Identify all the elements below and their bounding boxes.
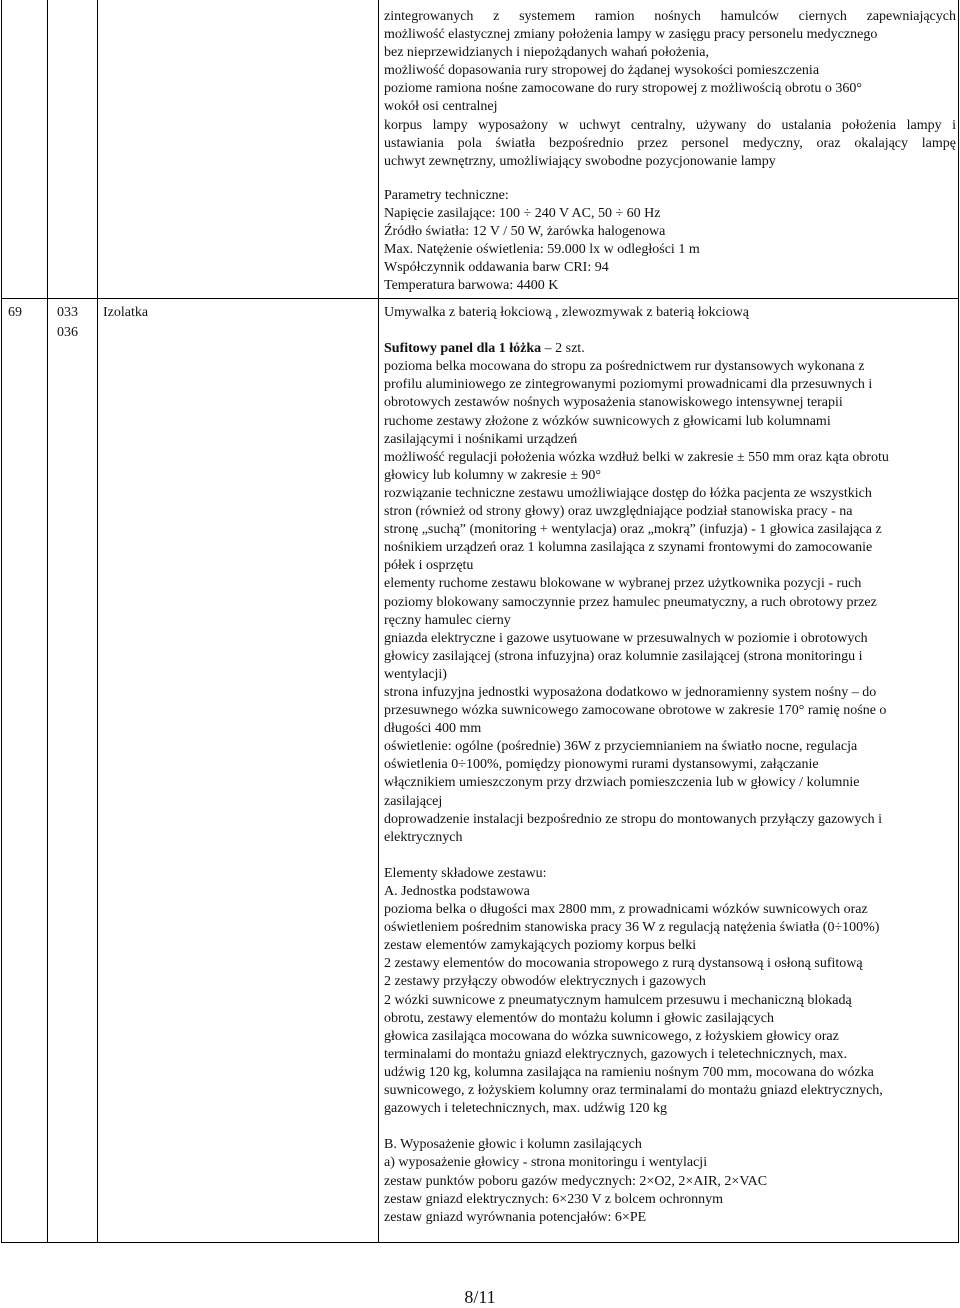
- text-line: uchwyt zewnętrzny, umożliwiający swobodne pozycjonowanie lampy: [384, 153, 776, 169]
- text-line: 2 wózki suwnicowe z pneumatycznym hamulcem przesuwu i mechaniczną blokadą: [384, 992, 852, 1008]
- text-line: strona infuzyjna jednostki wyposażona dodatkowo w jednoramienny system nośny – do: [384, 684, 877, 700]
- table-divider-3: [378, 0, 379, 1243]
- text-line: Temperatura barwowa: 4400 K: [384, 278, 559, 294]
- technical-parameters: [384, 187, 956, 296]
- table-border-right: [958, 0, 959, 1243]
- room-code-2: 036: [57, 325, 78, 340]
- text-line: ruchome zestawy złożone z wózków suwnicowych z głowicami lub kolumnami: [384, 413, 831, 429]
- washbasin-line: Umywalka z baterią łokciową , zlewozmywak z baterią łokciową: [384, 305, 750, 320]
- row-separator: [1, 298, 959, 299]
- text-line: półek i osprzętu: [384, 558, 474, 574]
- text-line: zintegrowanych z systemem ramion nośnych hamulców ciernych zapewniających: [384, 9, 956, 24]
- text-line: gniazda elektryczne i gazowe usytuowane w przesuwalnych w poziomie i obrotowych: [384, 630, 868, 646]
- text-line: oświetleniem pośrednim stanowiska pracy 36 W z regulacją natężenia światła (0÷100%): [384, 920, 880, 936]
- text-line: wokół osi centralnej: [384, 99, 498, 115]
- text-line: pozioma belka o długości max 2800 mm, z prowadnicami wózków suwnicowych oraz: [384, 902, 868, 918]
- table-divider-1: [47, 0, 48, 1243]
- text-line: oświetlenie: ogólne (pośrednie) 36W z przyciemnianiem na światło nocne, regulacja: [384, 739, 858, 755]
- text-line: długości 400 mm: [384, 721, 482, 737]
- text-line: głowicy zasilającej (strona infuzyjna) oraz kolumnie zasilającej (strona monitoringu i: [384, 648, 863, 664]
- table-border-left: [1, 0, 2, 1243]
- text-line: Napięcie zasilające: 100 ÷ 240 V AC, 50 ÷ 60 Hz: [384, 206, 661, 222]
- text-line: włącznikiem umieszczonym przy drzwiach pomieszczenia lub w głowicy / kolumnie: [384, 775, 860, 791]
- text-line: poziome ramiona nośne zamocowane do rury stropowej z możliwością obrotu o 360°: [384, 81, 862, 97]
- panel-quantity: – 2 szt.: [541, 341, 585, 357]
- table-divider-2: [97, 0, 98, 1243]
- text-line: ustawiania pola światła bezpośrednio przez personel medyczny, oraz okalający lampę: [384, 135, 956, 151]
- text-line: głowica zasilająca mocowana do wózka suwnicowego, z łożyskiem głowicy oraz: [384, 1028, 839, 1044]
- text-line: głowicy lub kolumny w zakresie ± 90°: [384, 467, 602, 483]
- panel-title: Sufitowy panel dla 1 łóżka: [384, 341, 542, 357]
- text-line: B. Wyposażenie głowic i kolumn zasilających: [384, 1137, 642, 1153]
- text-line: terminalami do montażu gniazd elektrycznych, gazowych i teletechnicznych, max.: [384, 1046, 847, 1062]
- text-line: poziomy blokowany samoczynnie przez hamulec pneumatyczny, a ruch obrotowy przez: [384, 594, 877, 610]
- room-code-1: 033: [57, 305, 78, 320]
- text-line: Źródło światła: 12 V / 50 W, żarówka halogenowa: [384, 224, 666, 240]
- table-border-bottom: [1, 1242, 959, 1243]
- text-line: stron (również od strony głowy) oraz uwzględniające podział stanowiska pracy - na: [384, 504, 853, 520]
- text-line: A. Jednostka podstawowa: [384, 884, 530, 899]
- text-line: korpus lampy wyposażony w uchwyt centralny, używany do ustalania położenia lampy i: [384, 117, 956, 133]
- text-line: stronę „suchą” (monitoring + wentylacja) oraz „mokrą” (infuzja) - 1 głowica zasilająca z: [384, 522, 882, 538]
- text-line: 2 zestawy przyłączy obwodów elektrycznych i gazowych: [384, 974, 706, 990]
- page-number: 8/11: [464, 1287, 496, 1307]
- text-line: możliwość regulacji położenia wózka wzdłuż belki w zakresie ± 550 mm oraz kąta obrotu: [384, 449, 889, 465]
- text-line: oświetlenia 0÷100%, pomiędzy pionowymi rurami dystansowymi, załączanie: [384, 757, 819, 773]
- text-line: a) wyposażenie głowicy - strona monitoringu i wentylacji: [384, 1155, 708, 1171]
- text-line: nośnikiem urządzeń oraz 1 kolumna zasilająca z szynami frontowymi do zamocowanie: [384, 540, 873, 556]
- text-line: elektrycznych: [384, 829, 463, 845]
- row69-description: [384, 304, 956, 1227]
- upper-description: [384, 8, 956, 171]
- text-line: ręczny hamulec cierny: [384, 612, 511, 628]
- text-line: rozwiązanie techniczne zestawu umożliwiające dostęp do łóżka pacjenta ze wszystkich: [384, 485, 872, 501]
- text-line: Współczynnik oddawania barw CRI: 94: [384, 260, 609, 276]
- text-line: zestaw punktów poboru gazów medycznych: 2×O2, 2×AIR, 2×VAC: [384, 1173, 768, 1189]
- row-number: 69: [8, 305, 22, 320]
- text-line: zasilającymi i nośnikami urządzeń: [384, 431, 578, 447]
- text-line: doprowadzenie instalacji bezpośrednio ze stropu do montowanych przyłączy gazowych i: [384, 811, 882, 827]
- text-line: wentylacji): [384, 666, 447, 682]
- text-line: profilu aluminiowego ze zintegrowanymi poziomymi prowadnicami dla przesuwnych i: [384, 377, 873, 393]
- text-line: obrotowych zestawów nośnych wyposażenia stanowiskowego intensywnej terapii: [384, 395, 843, 411]
- text-line: możliwość dopasowania rury stropowej do żądanej wysokości pomieszczenia: [384, 63, 820, 79]
- text-line: zestaw gniazd wyrównania potencjałów: 6×PE: [384, 1209, 647, 1225]
- text-line: Elementy składowe zestawu:: [384, 865, 547, 881]
- text-line: obrotu, zestawy elementów do montażu kolumn i głowic zasilających: [384, 1010, 774, 1026]
- text-line: Parametry techniczne:: [384, 188, 509, 203]
- text-line: możliwość elastycznej zmiany położenia lampy w zasięgu pracy personelu medycznego: [384, 27, 878, 43]
- text-line: suwnicowego, z łożyskiem kolumny oraz terminalami do montażu gniazd elektrycznych,: [384, 1083, 883, 1099]
- text-line: udźwig 120 kg, kolumna zasilająca na ramieniu nośnym 700 mm, mocowana do wózka: [384, 1064, 874, 1080]
- room-name: Izolatka: [103, 305, 149, 320]
- text-line: bez nieprzewidzianych i niepożądanych wahań położenia,: [384, 45, 709, 61]
- text-line: gazowych i teletechnicznych, max. udźwig 120 kg: [384, 1101, 668, 1117]
- text-line: Max. Natężenie oświetlenia: 59.000 lx w odległości 1 m: [384, 242, 700, 258]
- text-line: pozioma belka mocowana do stropu za pośrednictwem rur dystansowych wykonana z: [384, 359, 865, 375]
- text-line: przesuwnego wózka suwnicowego zamocowane obrotowe w zakresie 170° ramię nośne o: [384, 703, 887, 719]
- text-line: elementy ruchome zestawu blokowane w wybranej przez użytkownika pozycji - ruch: [384, 576, 862, 592]
- text-line: zestaw elementów zamykających poziomy korpus belki: [384, 938, 697, 954]
- text-line: zestaw gniazd elektrycznych: 6×230 V z bolcem ochronnym: [384, 1191, 723, 1207]
- text-line: 2 zestawy elementów do mocowania stropowego z rurą dystansową i osłoną sufitową: [384, 956, 863, 972]
- panel-heading: [384, 340, 956, 358]
- text-line: zasilającej: [384, 793, 443, 809]
